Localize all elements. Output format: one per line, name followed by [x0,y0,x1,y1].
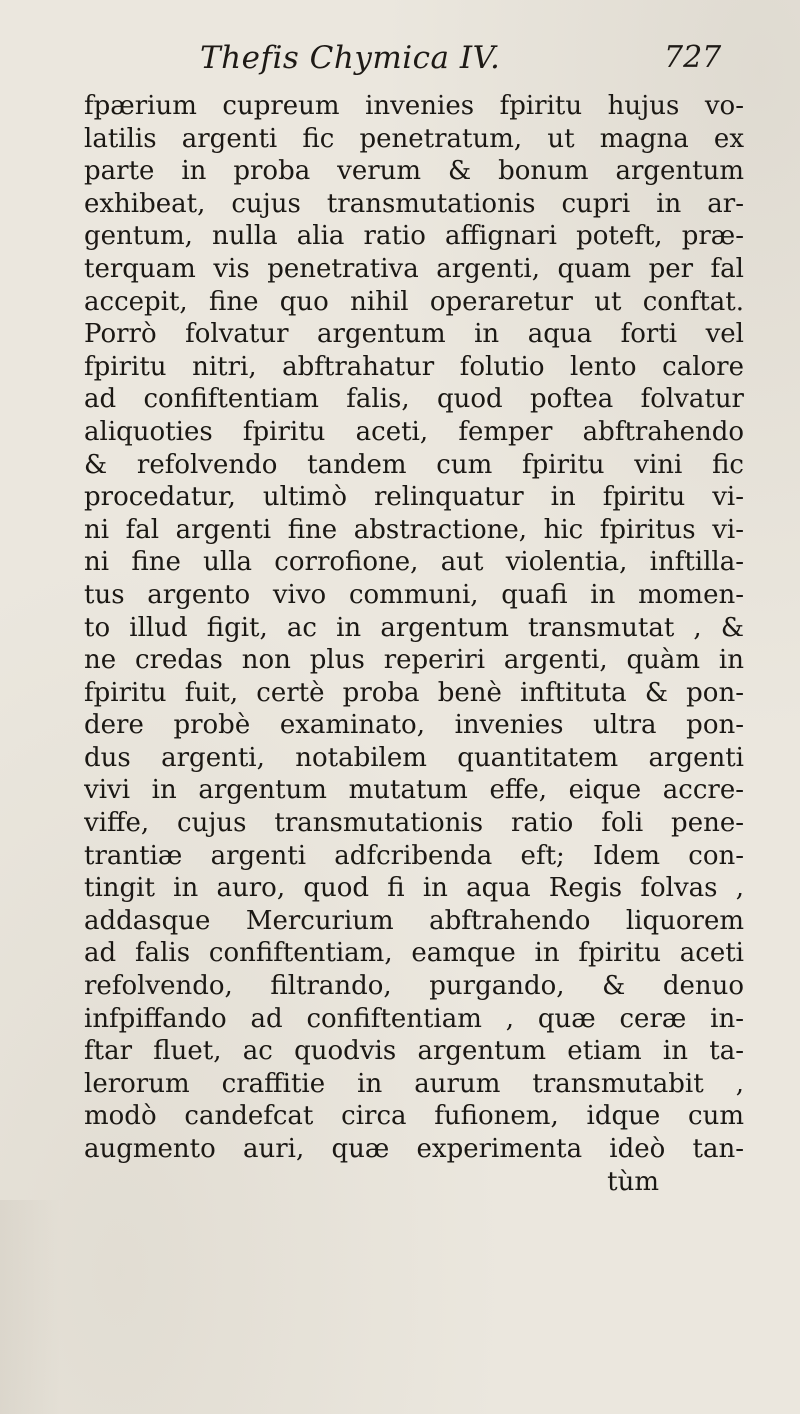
text-line: augmento auri, quæ experimenta ideò tan- [84,1134,744,1164]
text-line: infpiffando ad confiftentiam , quæ ceræ in- [84,1003,744,1034]
page-number: 727 [664,40,722,75]
text-line: parte in proba verum & bonum argentum [84,156,744,187]
page-header [0,40,800,80]
text-line: gentum, nulla alia ratio affignari poteft, præ- [84,221,744,252]
text-line: to illud figit, ac in argentum transmutat , & [84,612,744,643]
catchword: tùm [607,1166,659,1197]
text-line: tus argento vivo communi, quafi in momen- [84,579,744,610]
text-line: viffe, cujus transmutationis ratio foli pene- [84,808,744,839]
text-line: refolvendo, filtrando, purgando, & denuo [84,971,744,1002]
text-line: ni fal argenti fine abstractione, hic fpiritus vi- [84,514,744,545]
text-line: trantiæ argenti adfcribenda eft; Idem con- [84,840,744,871]
text-line: dere probè examinato, invenies ultra pon- [84,710,744,741]
text-line: modò candefcat circa fufionem, idque cum [84,1101,744,1132]
page-stain [0,1200,60,1414]
text-line: fpiritu nitri, abftrahatur folutio lento calore [84,351,744,382]
text-line: latilis argenti fic penetratum, ut magna ex [84,123,744,154]
text-line: ftar fluet, ac quodvis argentum etiam in ta- [84,1036,744,1067]
text-line: exhibeat, cujus transmutationis cupri in ar- [84,188,744,219]
running-title: Thefis Chymica IV. [200,40,501,76]
text-line: ad confiftentiam falis, quod poftea folvatur [84,384,744,415]
text-line: fpærium cupreum invenies fpiritu hujus vo- [84,91,744,121]
text-line: & refolvendo tandem cum fpiritu vini fic [84,449,744,480]
text-line: fpiritu fuit, certè proba benè inftituta & pon- [84,677,744,708]
text-line: Porrò folvatur argentum in aqua forti vel [84,319,744,350]
text-line: ad falis confiftentiam, eamque in fpiritu aceti [84,938,744,969]
text-line: procedatur, ultimò relinquatur in fpiritu vi- [84,482,744,513]
text-line: aliquoties fpiritu aceti, femper abftrahendo [84,416,744,447]
text-line: lerorum craffitie in aurum transmutabit , [84,1068,744,1099]
text-line: vivi in argentum mutatum effe, eique accre- [84,775,744,806]
text-line: ni fine ulla corrofione, aut violentia, inftilla- [84,547,744,578]
text-line: terquam vis penetrativa argenti, quam per fal [84,253,744,284]
body-text [84,90,744,1198]
text-line: tingit in auro, quod fi in aqua Regis folvas , [84,873,744,904]
text-line: addasque Mercurium abftrahendo liquorem [84,905,744,936]
text-line: dus argenti, notabilem quantitatem argenti [84,742,744,773]
text-line: ne credas non plus reperiri argenti, quàm in [84,645,744,676]
text-line: accepit, fine quo nihil operaretur ut conftat. [84,286,744,317]
